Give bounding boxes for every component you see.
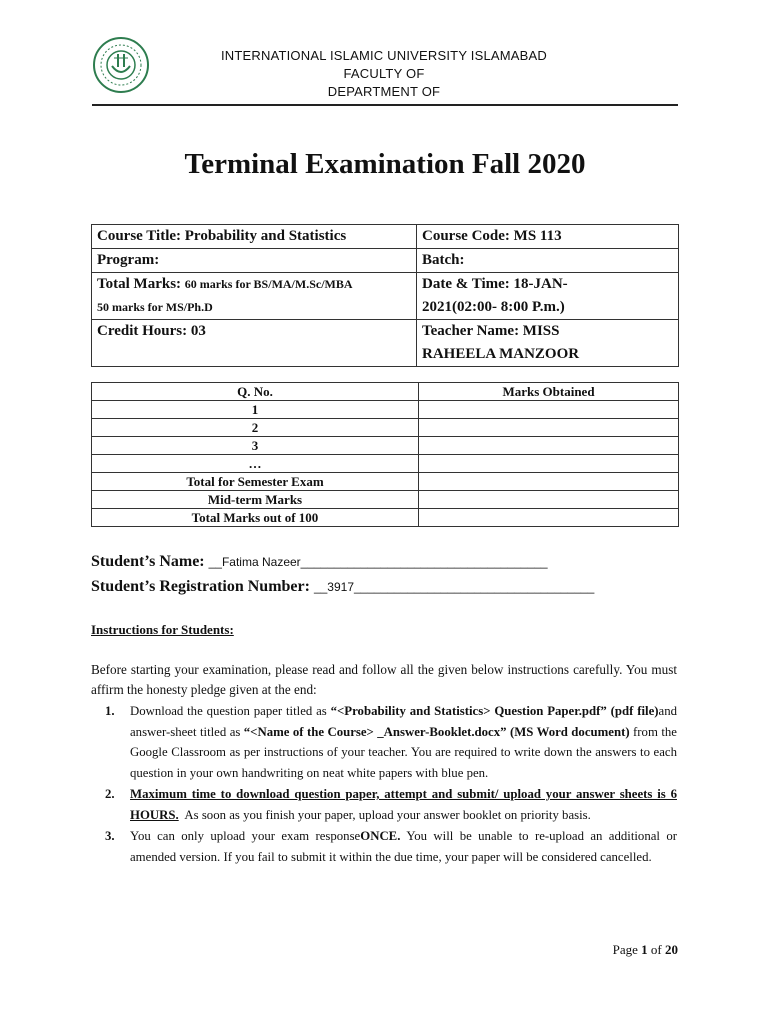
- course-code-cell: Course Code: MS 113: [417, 225, 679, 249]
- marks-cell: [419, 455, 679, 473]
- student-name-value: __Fatima Nazeer_____________________________________: [208, 555, 548, 569]
- qno-cell: …: [92, 455, 419, 473]
- table-row: [92, 320, 679, 367]
- item-text: As soon as you finish your paper, upload your answer booklet on priority basis.: [178, 807, 591, 822]
- instructions-intro: Before starting your examination, please read and follow all the given below instructions carefully. You must affirm the honesty pledge given at the end:: [91, 662, 677, 697]
- page-number: [613, 942, 678, 958]
- table-row: [92, 273, 679, 320]
- teacher-line2: RAHEELA MANZOOR: [422, 346, 580, 362]
- item-text: from the Google Classroom as per instructions of your teacher. You are required to write down the answers to each question in your own handwriting on neat white papers with blue pen.: [130, 724, 677, 780]
- qno-cell: Total for Semester Exam: [92, 473, 419, 491]
- of-word: of: [650, 942, 662, 957]
- teacher-cell: [417, 320, 679, 367]
- teacher-line1: Teacher Name: MISS: [422, 323, 560, 339]
- total-marks-label: Total Marks:: [97, 276, 182, 292]
- table-row: [92, 419, 679, 437]
- course-info-table: [91, 224, 679, 367]
- marks-cell: [419, 491, 679, 509]
- qno-cell: 2: [92, 419, 419, 437]
- qno-cell: Mid-term Marks: [92, 491, 419, 509]
- exam-title: Terminal Examination Fall 2020: [184, 148, 586, 180]
- student-name-line: [91, 553, 548, 571]
- list-item: [91, 826, 677, 867]
- total-marks-ms: 50 marks for MS/Ph.D: [97, 300, 213, 314]
- university-header: [150, 47, 618, 101]
- item-number: 3.: [105, 829, 115, 843]
- item-bold-text: Maximum time to download question paper, attempt and submit/ upload your answer sheets is 6 HOURS.: [130, 787, 677, 822]
- marks-obtained-header: Marks Obtained: [419, 383, 679, 401]
- university-seal-icon: [92, 36, 150, 94]
- total-marks-bs: 60 marks for BS/MA/M.Sc/MBA: [184, 277, 353, 291]
- marks-cell: [419, 419, 679, 437]
- item-bold-text: ONCE.: [360, 829, 401, 843]
- total-pages: 20: [665, 942, 678, 957]
- program-cell: Program:: [92, 249, 417, 273]
- table-row: [92, 249, 679, 273]
- table-row: [92, 455, 679, 473]
- student-name-label: Student’s Name:: [91, 553, 205, 570]
- marks-cell: [419, 437, 679, 455]
- current-page: 1: [641, 942, 648, 957]
- date-time-cell: [417, 273, 679, 320]
- university-logo: [92, 36, 150, 94]
- table-row: [92, 437, 679, 455]
- item-text: You will be unable to re-upload an additional or amended version. If you fail to submit it within the due time, your paper will be considered cancelled.: [130, 829, 677, 864]
- instructions-list: [91, 701, 677, 868]
- table-row: [92, 225, 679, 249]
- item-bold-text: “<Probability and Statistics> Question Paper.pdf” (pdf file): [330, 704, 659, 718]
- batch-cell: Batch:: [417, 249, 679, 273]
- item-text: and answer-sheet titled as: [130, 704, 678, 739]
- table-row: [92, 401, 679, 419]
- page-word: Page: [612, 942, 638, 957]
- header-divider: [92, 104, 678, 106]
- list-item: [91, 701, 677, 783]
- qno-cell: Total Marks out of 100: [92, 509, 419, 527]
- marks-table: [91, 382, 679, 527]
- date-time-line2: 2021(02:00- 8:00 P.m.): [422, 299, 565, 315]
- instructions-heading: Instructions for Students:: [91, 622, 234, 637]
- marks-cell: [419, 401, 679, 419]
- list-item: [91, 784, 677, 825]
- item-number: 2.: [105, 787, 115, 801]
- faculty-line: FACULTY OF: [343, 66, 425, 81]
- total-marks-cell: [92, 273, 417, 320]
- qno-cell: 3: [92, 437, 419, 455]
- university-name: INTERNATIONAL ISLAMIC UNIVERSITY ISLAMABAD: [220, 48, 547, 63]
- marks-header-row: [92, 383, 679, 401]
- student-reg-label: Student’s Registration Number:: [91, 578, 310, 595]
- table-row: [92, 473, 679, 491]
- credit-hours-cell: Credit Hours: 03: [92, 320, 417, 367]
- qno-header: Q. No.: [92, 383, 419, 401]
- student-reg-value: __3917____________________________________: [313, 580, 595, 594]
- marks-cell: [419, 509, 679, 527]
- marks-cell: [419, 473, 679, 491]
- item-text: Download the question paper titled as: [130, 704, 331, 718]
- department-line: DEPARTMENT OF: [327, 84, 441, 99]
- course-title-cell: Course Title: Probability and Statistics: [92, 225, 417, 249]
- item-number: 1.: [105, 704, 115, 718]
- date-time-line1: Date & Time: 18-JAN-: [422, 276, 568, 292]
- item-bold-text: “<Name of the Course> _Answer-Booklet.docx” (MS Word document): [243, 724, 630, 739]
- table-row: [92, 509, 679, 527]
- table-row: [92, 491, 679, 509]
- qno-cell: 1: [92, 401, 419, 419]
- student-reg-line: [91, 578, 594, 596]
- item-text: You can only upload your exam response: [130, 829, 361, 843]
